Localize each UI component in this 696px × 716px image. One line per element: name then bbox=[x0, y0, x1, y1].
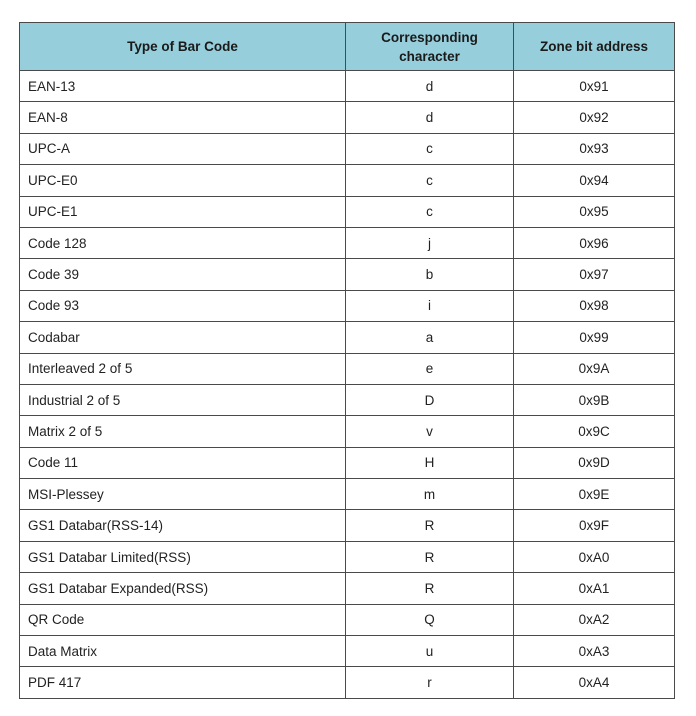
cell-zone-bit-address: 0x91 bbox=[514, 71, 675, 102]
cell-zone-bit-address: 0x9C bbox=[514, 416, 675, 447]
cell-corresponding-character: u bbox=[346, 636, 514, 667]
cell-bar-code-type: GS1 Databar(RSS-14) bbox=[20, 510, 346, 541]
cell-bar-code-type: Code 93 bbox=[20, 290, 346, 321]
cell-zone-bit-address: 0x95 bbox=[514, 196, 675, 227]
cell-bar-code-type: Industrial 2 of 5 bbox=[20, 384, 346, 415]
table-row bbox=[20, 259, 675, 290]
cell-corresponding-character: R bbox=[346, 573, 514, 604]
table-row bbox=[20, 667, 675, 698]
header-type-of-bar-code: Type of Bar Code bbox=[20, 23, 346, 71]
table-row bbox=[20, 196, 675, 227]
table-row bbox=[20, 227, 675, 258]
cell-corresponding-character: c bbox=[346, 133, 514, 164]
table-row bbox=[20, 510, 675, 541]
table-row bbox=[20, 479, 675, 510]
barcode-table bbox=[19, 22, 675, 699]
table-row bbox=[20, 102, 675, 133]
cell-corresponding-character: D bbox=[346, 384, 514, 415]
cell-bar-code-type: Matrix 2 of 5 bbox=[20, 416, 346, 447]
header-zone-bit-address: Zone bit address bbox=[514, 23, 675, 71]
cell-bar-code-type: EAN-13 bbox=[20, 71, 346, 102]
table-row bbox=[20, 416, 675, 447]
table-row bbox=[20, 290, 675, 321]
cell-corresponding-character: a bbox=[346, 322, 514, 353]
cell-zone-bit-address: 0x9F bbox=[514, 510, 675, 541]
cell-bar-code-type: GS1 Databar Limited(RSS) bbox=[20, 541, 346, 572]
cell-corresponding-character: i bbox=[346, 290, 514, 321]
cell-corresponding-character: m bbox=[346, 479, 514, 510]
cell-bar-code-type: QR Code bbox=[20, 604, 346, 635]
table-row bbox=[20, 541, 675, 572]
cell-bar-code-type: Code 11 bbox=[20, 447, 346, 478]
table-header bbox=[20, 23, 675, 71]
cell-bar-code-type: Code 39 bbox=[20, 259, 346, 290]
table-row bbox=[20, 353, 675, 384]
cell-corresponding-character: j bbox=[346, 227, 514, 258]
table-row bbox=[20, 573, 675, 604]
cell-zone-bit-address: 0x98 bbox=[514, 290, 675, 321]
cell-bar-code-type: Codabar bbox=[20, 322, 346, 353]
cell-zone-bit-address: 0x9A bbox=[514, 353, 675, 384]
cell-bar-code-type: MSI-Plessey bbox=[20, 479, 346, 510]
header-row bbox=[20, 23, 675, 71]
cell-zone-bit-address: 0x9B bbox=[514, 384, 675, 415]
cell-bar-code-type: Interleaved 2 of 5 bbox=[20, 353, 346, 384]
cell-bar-code-type: PDF 417 bbox=[20, 667, 346, 698]
cell-bar-code-type: Data Matrix bbox=[20, 636, 346, 667]
cell-corresponding-character: H bbox=[346, 447, 514, 478]
cell-zone-bit-address: 0xA0 bbox=[514, 541, 675, 572]
table-row bbox=[20, 447, 675, 478]
cell-corresponding-character: d bbox=[346, 71, 514, 102]
cell-corresponding-character: d bbox=[346, 102, 514, 133]
barcode-table-container bbox=[19, 22, 674, 699]
cell-corresponding-character: c bbox=[346, 196, 514, 227]
cell-bar-code-type: UPC-E0 bbox=[20, 165, 346, 196]
table-row bbox=[20, 322, 675, 353]
table-row bbox=[20, 604, 675, 635]
cell-zone-bit-address: 0xA1 bbox=[514, 573, 675, 604]
cell-corresponding-character: e bbox=[346, 353, 514, 384]
cell-zone-bit-address: 0xA2 bbox=[514, 604, 675, 635]
cell-zone-bit-address: 0xA3 bbox=[514, 636, 675, 667]
cell-corresponding-character: R bbox=[346, 541, 514, 572]
cell-bar-code-type: UPC-E1 bbox=[20, 196, 346, 227]
table-body bbox=[20, 71, 675, 699]
cell-corresponding-character: r bbox=[346, 667, 514, 698]
cell-corresponding-character: R bbox=[346, 510, 514, 541]
table-row bbox=[20, 384, 675, 415]
cell-zone-bit-address: 0x99 bbox=[514, 322, 675, 353]
cell-zone-bit-address: 0x93 bbox=[514, 133, 675, 164]
cell-zone-bit-address: 0xA4 bbox=[514, 667, 675, 698]
cell-zone-bit-address: 0x92 bbox=[514, 102, 675, 133]
cell-zone-bit-address: 0x9E bbox=[514, 479, 675, 510]
cell-corresponding-character: c bbox=[346, 165, 514, 196]
table-row bbox=[20, 133, 675, 164]
table-row bbox=[20, 636, 675, 667]
cell-bar-code-type: GS1 Databar Expanded(RSS) bbox=[20, 573, 346, 604]
cell-zone-bit-address: 0x94 bbox=[514, 165, 675, 196]
cell-corresponding-character: b bbox=[346, 259, 514, 290]
cell-bar-code-type: UPC-A bbox=[20, 133, 346, 164]
table-row bbox=[20, 71, 675, 102]
cell-bar-code-type: EAN-8 bbox=[20, 102, 346, 133]
table-row bbox=[20, 165, 675, 196]
cell-zone-bit-address: 0x97 bbox=[514, 259, 675, 290]
cell-corresponding-character: Q bbox=[346, 604, 514, 635]
cell-zone-bit-address: 0x96 bbox=[514, 227, 675, 258]
header-corresponding-character: Corresponding character bbox=[346, 23, 514, 71]
cell-bar-code-type: Code 128 bbox=[20, 227, 346, 258]
cell-zone-bit-address: 0x9D bbox=[514, 447, 675, 478]
cell-corresponding-character: v bbox=[346, 416, 514, 447]
